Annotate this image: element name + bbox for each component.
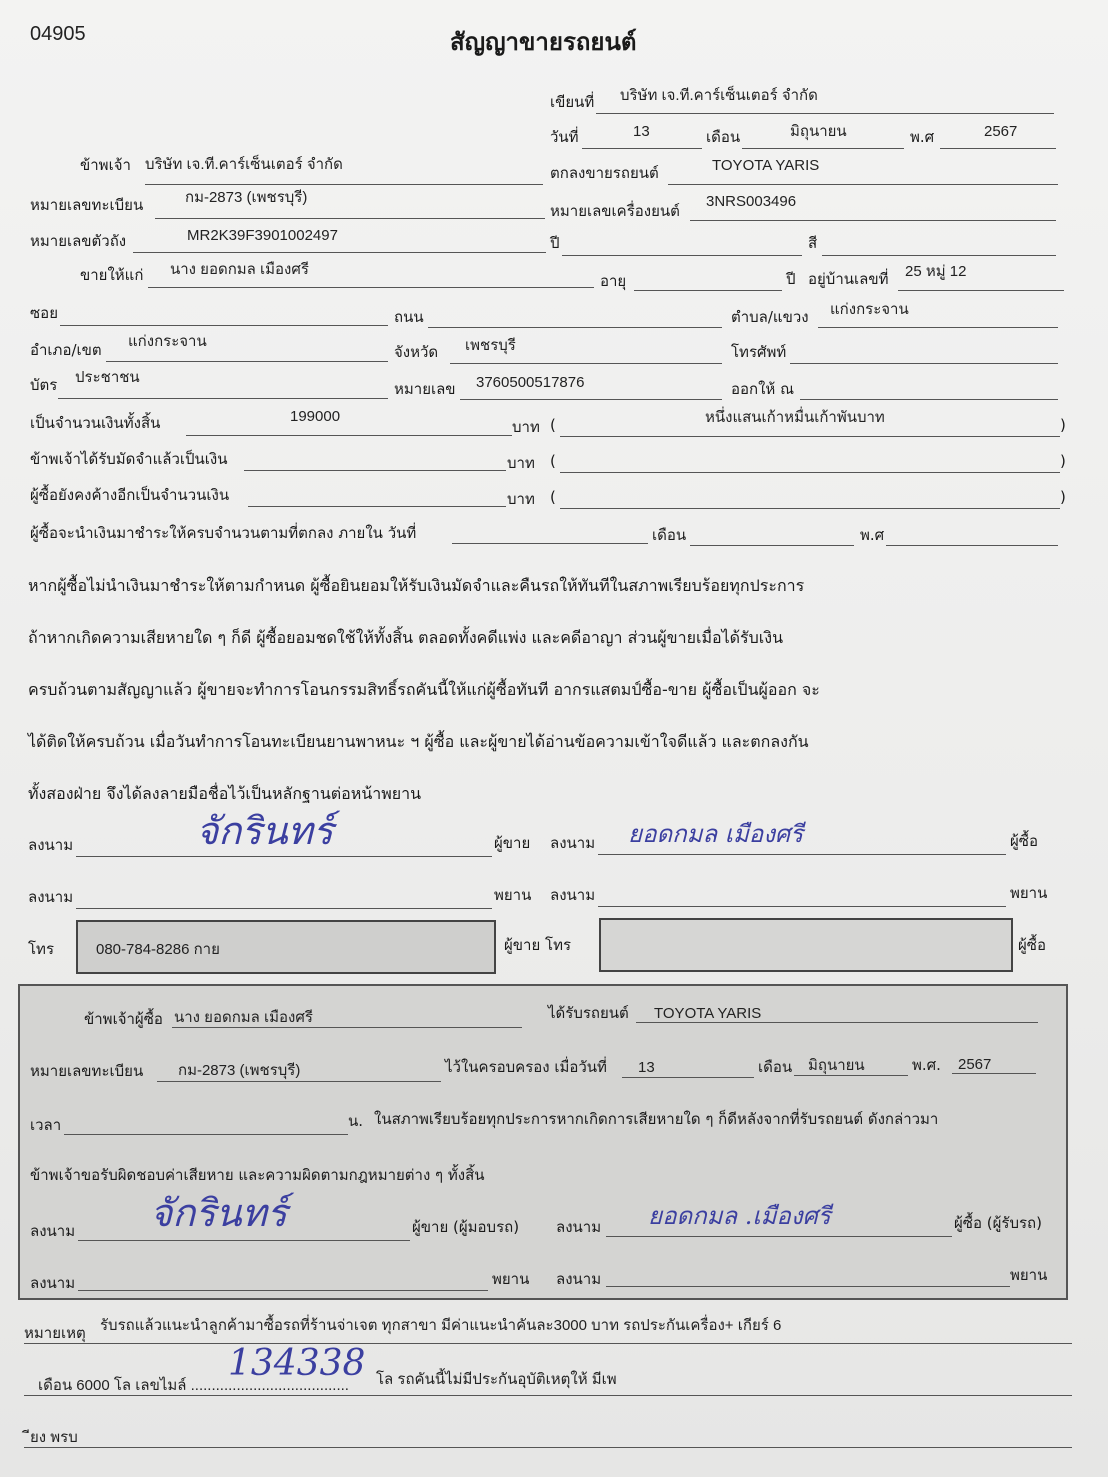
age-line bbox=[634, 290, 782, 291]
terms-line-3: ครบถ้วนตามสัญญาแล้ว ผู้ขายจะทำการโอนกรรมสิทธิ์รถคันนี้ให้แก่ผู้ซื้อทันที อากรแสตมป์ซื้อ-ขาย ผู้ซื้อเป็นผู้ออก จะ bbox=[28, 680, 820, 699]
due-day-line bbox=[452, 543, 648, 544]
year-label: พ.ศ bbox=[910, 128, 935, 146]
remark-line-2-prefix: เดือน 6000 โล เลขไมล์ ...................................... bbox=[38, 1377, 349, 1394]
witness1-sign-label: ลงนาม bbox=[28, 888, 74, 906]
written-at-value: บริษัท เจ.ที.คาร์เซ็นเตอร์ จำกัด bbox=[620, 87, 818, 104]
due-year-line bbox=[886, 545, 1058, 546]
day-line bbox=[582, 148, 702, 149]
receipt-buyer-sign-label: ลงนาม bbox=[556, 1218, 602, 1236]
buyer-phone-role: ผู้ซื้อ bbox=[1018, 936, 1046, 954]
remark-underline-1 bbox=[24, 1343, 1072, 1344]
receipt-seller-role: ผู้ขาย (ผู้มอบรถ) bbox=[412, 1218, 520, 1236]
color-label: สี bbox=[808, 234, 818, 252]
seller-phone-role: ผู้ขาย โทร bbox=[504, 936, 572, 954]
receipt-month-line bbox=[794, 1075, 908, 1076]
house-line bbox=[898, 290, 1064, 291]
receipt-month: มิถุนายน bbox=[808, 1057, 865, 1074]
receipt-buyer-sign-line bbox=[606, 1236, 952, 1237]
chassis-line bbox=[133, 252, 546, 253]
seller-line bbox=[145, 184, 543, 185]
receipt-witness1-line bbox=[78, 1290, 488, 1291]
road-label: ถนน bbox=[394, 308, 424, 326]
card-label: บัตร bbox=[30, 376, 58, 394]
remark-underline-3 bbox=[24, 1447, 1072, 1448]
road-line bbox=[428, 327, 722, 328]
issued-line bbox=[800, 399, 1058, 400]
plate-label: หมายเลขทะเบียน bbox=[30, 196, 144, 214]
document-number: 04905 bbox=[30, 23, 86, 45]
buyer-sign-label: ลงนาม bbox=[550, 834, 596, 852]
receipt-possession-label: ไว้ในครอบครอง เมื่อวันที่ bbox=[445, 1058, 607, 1076]
subdistrict-label: ตำบล/แขวง bbox=[731, 308, 809, 326]
chassis-label: หมายเลขตัวถัง bbox=[30, 232, 127, 250]
buyer-phone-box bbox=[599, 918, 1013, 972]
model-line bbox=[668, 184, 1058, 185]
age-unit: ปี bbox=[786, 270, 796, 288]
house-value: 25 หมู่ 12 bbox=[905, 263, 967, 280]
witness2-sign-label: ลงนาม bbox=[550, 886, 596, 904]
buyer-sign-line bbox=[598, 854, 1006, 855]
remaining-words-line bbox=[560, 508, 1060, 509]
province-label: จังหวัด bbox=[394, 343, 439, 361]
month-line bbox=[742, 148, 904, 149]
total-line bbox=[186, 435, 512, 436]
year-line bbox=[940, 148, 1056, 149]
car-model: TOYOTA YARIS bbox=[712, 157, 820, 174]
car-year-label: ปี bbox=[550, 234, 560, 252]
agree-sell-label: ตกลงขายรถยนต์ bbox=[550, 164, 659, 182]
buyer-signature: ยอดกมล เมืองศรี bbox=[628, 820, 804, 848]
written-at-label: เขียนที่ bbox=[550, 93, 595, 111]
receipt-seller-signature: จักรินทร์ bbox=[150, 1191, 288, 1235]
remark-line-3: ียง พรบ bbox=[30, 1429, 78, 1446]
card-no-value: 3760500517876 bbox=[476, 374, 585, 391]
deposit-line bbox=[244, 470, 506, 471]
buyer-name-line bbox=[148, 287, 594, 288]
total-words-line bbox=[560, 436, 1060, 437]
total-value: 199000 bbox=[290, 408, 341, 425]
remaining-label: ผู้ซื้อยังคงค้างอีกเป็นจำนวนเงิน bbox=[30, 486, 230, 504]
total-words: หนึ่งแสนเก้าหมื่นเก้าพันบาท bbox=[705, 409, 885, 426]
receipt-model-line bbox=[636, 1022, 1038, 1023]
soi-label: ซอย bbox=[30, 304, 58, 322]
witness2-role: พยาน bbox=[1010, 884, 1048, 902]
terms-line-5: ทั้งสองฝ่าย จึงได้ลงลายมือชื่อไว้เป็นหลักฐานต่อหน้าพยาน bbox=[28, 784, 422, 803]
seller-sign-line bbox=[76, 856, 492, 857]
receipt-plate: กม-2873 (เพชรบุรี) bbox=[178, 1062, 301, 1079]
soi-line bbox=[60, 325, 388, 326]
receipt-time-label: เวลา bbox=[30, 1116, 62, 1134]
date-label: วันที่ bbox=[550, 128, 579, 146]
subdistrict-value: แก่งกระจาน bbox=[830, 301, 909, 318]
receipt-buyer-line bbox=[172, 1027, 522, 1028]
receipt-buyer-signature: ยอดกมล .เมืองศรี bbox=[648, 1202, 831, 1230]
issued-label: ออกให้ ณ bbox=[731, 380, 794, 398]
remark-label: หมายเหตุ bbox=[24, 1324, 86, 1342]
seller-role: ผู้ขาย bbox=[494, 834, 531, 852]
receipt-clause-2: ข้าพเจ้าขอรับผิดชอบค่าเสียหาย และความผิดตามกฎหมายต่าง ๆ ทั้งสิ้น bbox=[30, 1166, 485, 1184]
receipt-year: 2567 bbox=[958, 1056, 992, 1073]
receipt-buyer-role: ผู้ซื้อ (ผู้รับรถ) bbox=[954, 1214, 1042, 1232]
deposit-words-line bbox=[560, 472, 1060, 473]
remaining-line bbox=[248, 506, 506, 507]
receipt-received-label: ได้รับรถยนต์ bbox=[548, 1004, 629, 1022]
receipt-year-label: พ.ศ. bbox=[912, 1056, 941, 1074]
buyer-name: นาง ยอดกมล เมืองศรี bbox=[170, 261, 309, 278]
due-label: ผู้ซื้อจะนำเงินมาชำระให้ครบจำนวนตามที่ตกลง ภายใน วันที่ bbox=[30, 524, 417, 542]
receipt-year-line bbox=[952, 1073, 1036, 1074]
year-value: 2567 bbox=[984, 123, 1018, 140]
deposit-baht: บาท bbox=[507, 454, 535, 472]
receipt-plate-line bbox=[157, 1081, 441, 1082]
remark-line-2-suffix: โล รถคันนี้ไม่มีประกันอุบัติเหตุให้ มีเพ bbox=[376, 1371, 617, 1388]
receipt-witness2-line bbox=[606, 1286, 1010, 1287]
receipt-witness1-sign-label: ลงนาม bbox=[30, 1274, 76, 1292]
receipt-buyer-label: ข้าพเจ้าผู้ซื้อ bbox=[84, 1010, 163, 1028]
receipt-time-line bbox=[64, 1134, 348, 1135]
receipt-plate-label: หมายเลขทะเบียน bbox=[30, 1062, 144, 1080]
remaining-close-paren: ) bbox=[1060, 488, 1066, 506]
month-value: มิถุนายน bbox=[790, 123, 847, 140]
district-value: แก่งกระจาน bbox=[128, 333, 207, 350]
receipt-clause-1: ในสภาพเรียบร้อยทุกประการหากเกิดการเสียหายใด ๆ ก็ดีหลังจากที่รับรถยนต์ ดังกล่าวมา bbox=[374, 1110, 939, 1128]
deposit-label: ข้าพเจ้าได้รับมัดจำแล้วเป็นเงิน bbox=[30, 450, 228, 468]
month-label: เดือน bbox=[706, 128, 741, 146]
card-no-line bbox=[460, 399, 722, 400]
witness2-sign-line bbox=[598, 906, 1006, 907]
engine-label: หมายเลขเครื่องยนต์ bbox=[550, 202, 680, 220]
due-month-line bbox=[690, 545, 854, 546]
seller-signature: จักรินทร์ bbox=[196, 809, 334, 853]
seller-phone-label: โทร bbox=[28, 940, 55, 958]
receipt-model: TOYOTA YARIS bbox=[654, 1005, 762, 1022]
plate-line bbox=[155, 218, 545, 219]
card-no-label: หมายเลข bbox=[394, 380, 456, 398]
card-line bbox=[58, 398, 388, 399]
remark-underline-2 bbox=[24, 1395, 1072, 1396]
phone-line bbox=[790, 363, 1058, 364]
seller-value: บริษัท เจ.ที.คาร์เซ็นเตอร์ จำกัด bbox=[145, 156, 343, 173]
witness1-role: พยาน bbox=[494, 886, 532, 904]
age-label: อายุ bbox=[600, 272, 627, 290]
receipt-witness2-role: พยาน bbox=[1010, 1266, 1048, 1284]
subdistrict-line bbox=[818, 327, 1058, 328]
receipt-time-unit: น. bbox=[348, 1112, 364, 1130]
district-line bbox=[106, 361, 388, 362]
due-year-label: พ.ศ bbox=[860, 526, 885, 544]
total-close-paren: ) bbox=[1060, 416, 1066, 434]
deposit-open-paren: ( bbox=[550, 452, 556, 470]
receipt-month-label: เดือน bbox=[758, 1058, 793, 1076]
province-line bbox=[450, 363, 722, 364]
remaining-baht: บาท bbox=[507, 490, 535, 508]
total-open-paren: ( bbox=[550, 416, 556, 434]
car-year-line bbox=[562, 255, 802, 256]
mileage-value: 134338 bbox=[228, 1343, 366, 1384]
due-month-label: เดือน bbox=[652, 526, 687, 544]
remark-line-1: รับรถแล้วแนะนำลูกค้ามาซื้อรถที่ร้านจ่าเจต ทุกสาขา มีค่าแนะนำคันละ3000 บาท รถประกันเครื่อง+ เกียร์ 6 bbox=[100, 1317, 782, 1334]
chassis-value: MR2K39F3901002497 bbox=[187, 227, 338, 244]
witness1-sign-line bbox=[76, 908, 492, 909]
receipt-day-line bbox=[622, 1077, 754, 1078]
province-value: เพชรบุรี bbox=[465, 337, 516, 354]
plate-value: กม-2873 (เพชรบุรี) bbox=[185, 189, 308, 206]
terms-line-1: หากผู้ซื้อไม่นำเงินมาชำระให้ตามกำหนด ผู้ซื้อยินยอมให้รับเงินมัดจำและคืนรถให้ทันทีในสภาพเรียบร้อยทุกประการ bbox=[28, 576, 805, 595]
receipt-day: 13 bbox=[638, 1059, 655, 1076]
card-type: ประชาชน bbox=[75, 369, 140, 386]
written-at-line bbox=[596, 113, 1054, 114]
receipt-seller-sign-label: ลงนาม bbox=[30, 1222, 76, 1240]
seller-sign-label: ลงนาม bbox=[28, 836, 74, 854]
engine-value: 3NRS003496 bbox=[706, 193, 797, 210]
sell-to-label: ขายให้แก่ bbox=[80, 266, 144, 284]
color-line bbox=[822, 255, 1056, 256]
receipt-witness2-sign-label: ลงนาม bbox=[556, 1270, 602, 1288]
seller-label: ข้าพเจ้า bbox=[80, 156, 131, 174]
receipt-buyer-name: นาง ยอดกมล เมืองศรี bbox=[174, 1009, 313, 1026]
house-label: อยู่บ้านเลขที่ bbox=[808, 270, 889, 288]
terms-line-2: ถ้าหากเกิดความเสียหายใด ๆ ก็ดี ผู้ซื้อยอมชดใช้ให้ทั้งสิ้น ตลอดทั้งคดีแพ่ง และคดีอาญา ส่วนผู้ขายเมื่อได้รับเงิน bbox=[28, 628, 784, 647]
receipt-seller-sign-line bbox=[78, 1240, 410, 1241]
engine-line bbox=[690, 220, 1056, 221]
day-value: 13 bbox=[633, 123, 650, 140]
district-label: อำเภอ/เขต bbox=[30, 341, 102, 359]
phone-label: โทรศัพท์ bbox=[731, 343, 787, 361]
total-baht: บาท bbox=[512, 418, 540, 436]
document-title: สัญญาขายรถยนต์ bbox=[450, 28, 637, 56]
buyer-role: ผู้ซื้อ bbox=[1010, 832, 1038, 850]
remaining-open-paren: ( bbox=[550, 488, 556, 506]
receipt-box bbox=[18, 984, 1068, 1300]
receipt-witness1-role: พยาน bbox=[492, 1270, 530, 1288]
total-label: เป็นจำนวนเงินทั้งสิ้น bbox=[30, 414, 161, 432]
terms-line-4: ได้ติดให้ครบถ้วน เมื่อวันทำการโอนทะเบียนยานพาหนะ ฯ ผู้ซื้อ และผู้ขายได้อ่านข้อความเข้าใจดีแล้ว และตกลงกัน bbox=[28, 732, 809, 751]
deposit-close-paren: ) bbox=[1060, 452, 1066, 470]
seller-phone-value: 080-784-8286 กาย bbox=[96, 941, 220, 958]
